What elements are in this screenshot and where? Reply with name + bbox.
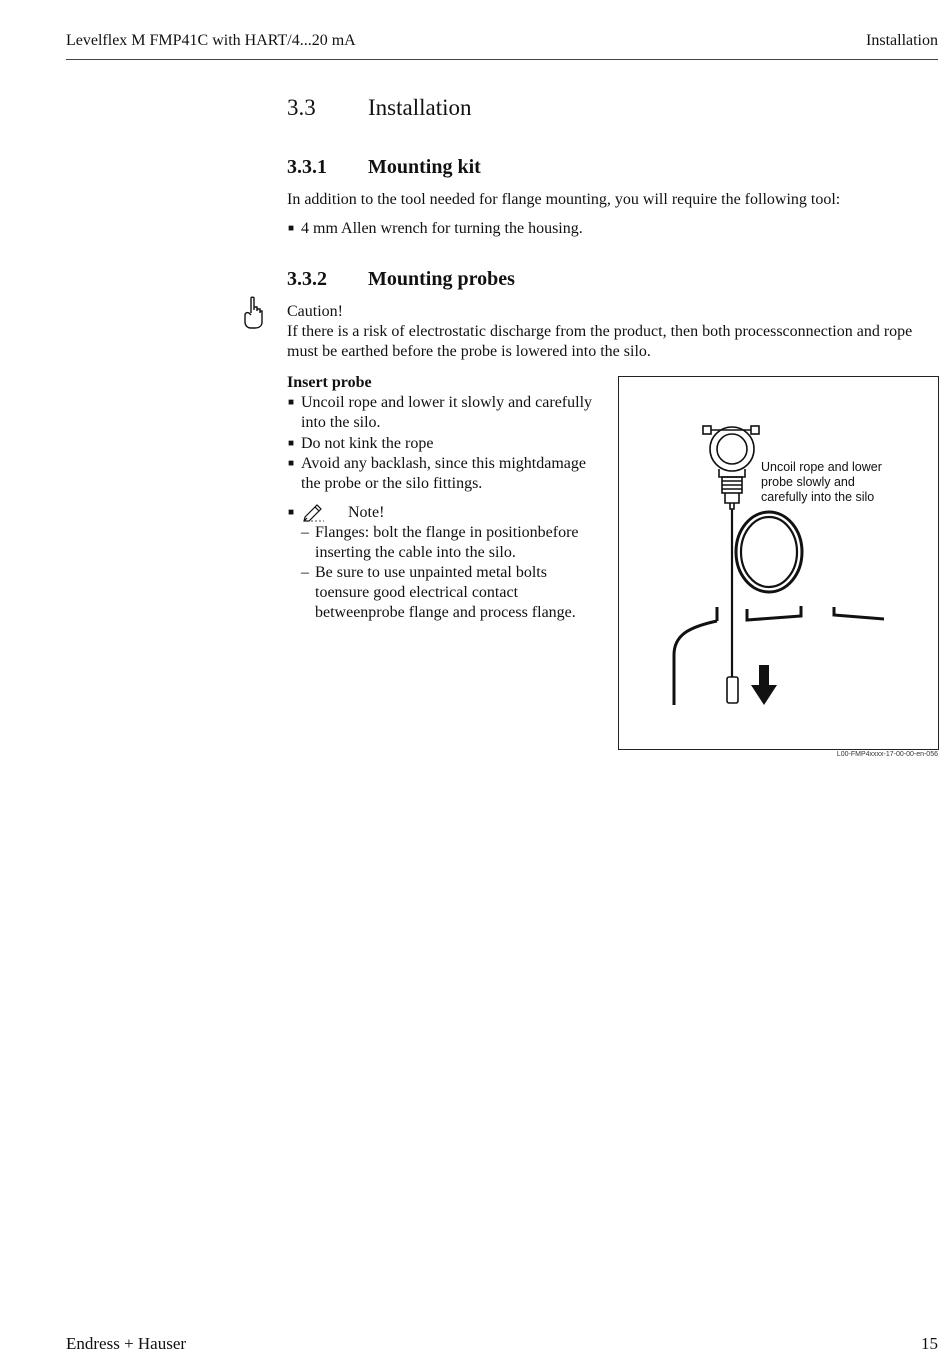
insert-bullet-1: ■ Uncoil rope and lower it slowly and carefully: [301, 393, 592, 413]
caution-text-line1: If there is a risk of electrostatic discharge from the product, then both processconnection and rope: [287, 323, 913, 340]
page-number: 15: [921, 1334, 938, 1353]
running-header-section: Installation: [866, 32, 938, 49]
running-header-title: Levelflex M FMP41C with HART/4...20 mA: [66, 32, 356, 49]
footer-company: Endress + Hauser: [66, 1334, 187, 1353]
note-item-2-cont2: betweenprobe flange and process flange.: [315, 604, 576, 621]
mounting-probes-number: 3.3.2: [287, 268, 327, 290]
transmitter-housing: [703, 426, 759, 509]
hand-pointing-icon: [242, 296, 264, 330]
pencil-note-icon: [302, 502, 326, 522]
mounting-kit-bullet: ■ 4 mm Allen wrench for turning the housing.: [301, 219, 583, 239]
section-number: 3.3: [287, 95, 316, 120]
note-item-2-cont1: toensure good electrical contact: [315, 584, 519, 601]
mounting-kit-intro: In addition to the tool needed for flange mounting, you will require the following tool:: [287, 191, 841, 208]
figure-label-line1: Uncoil rope and lower: [761, 460, 882, 474]
insert-bullet-3-cont: the probe or the silo fittings.: [301, 475, 483, 492]
figure-label-line3: carefully into the silo: [761, 490, 875, 504]
note-item-1: – Flanges: bolt the flange in positionbefore: [315, 523, 579, 543]
probe-installation-figure: [618, 376, 939, 750]
section-title: Installation: [368, 95, 472, 120]
insert-bullet-1-cont: into the silo.: [301, 414, 381, 431]
header-rule: [66, 59, 938, 60]
probe-drawing: [619, 377, 938, 749]
mounting-probes-title: Mounting probes: [368, 268, 515, 290]
caution-text-line2: must be earthed before the probe is lowered into the silo.: [287, 343, 651, 360]
insert-probe-title: Insert probe: [287, 374, 372, 391]
caution-label: Caution!: [287, 303, 343, 320]
figure-label-line2: probe slowly and: [761, 475, 855, 489]
mounting-kit-number: 3.3.1: [287, 156, 327, 178]
mounting-kit-title: Mounting kit: [368, 156, 481, 178]
note-bullet-marker: ■: [288, 507, 295, 518]
note-item-1-cont: inserting the cable into the silo.: [315, 544, 516, 561]
insert-bullet-3: ■ Avoid any backlash, since this mightdamage: [301, 454, 586, 474]
insert-bullet-2: ■ Do not kink the rope: [301, 434, 433, 454]
note-item-2: – Be sure to use unpainted metal bolts: [315, 563, 547, 583]
figure-code: L00-FMP4xxxx-17-00-00-en-056: [836, 751, 938, 758]
note-label: Note!: [348, 504, 385, 521]
